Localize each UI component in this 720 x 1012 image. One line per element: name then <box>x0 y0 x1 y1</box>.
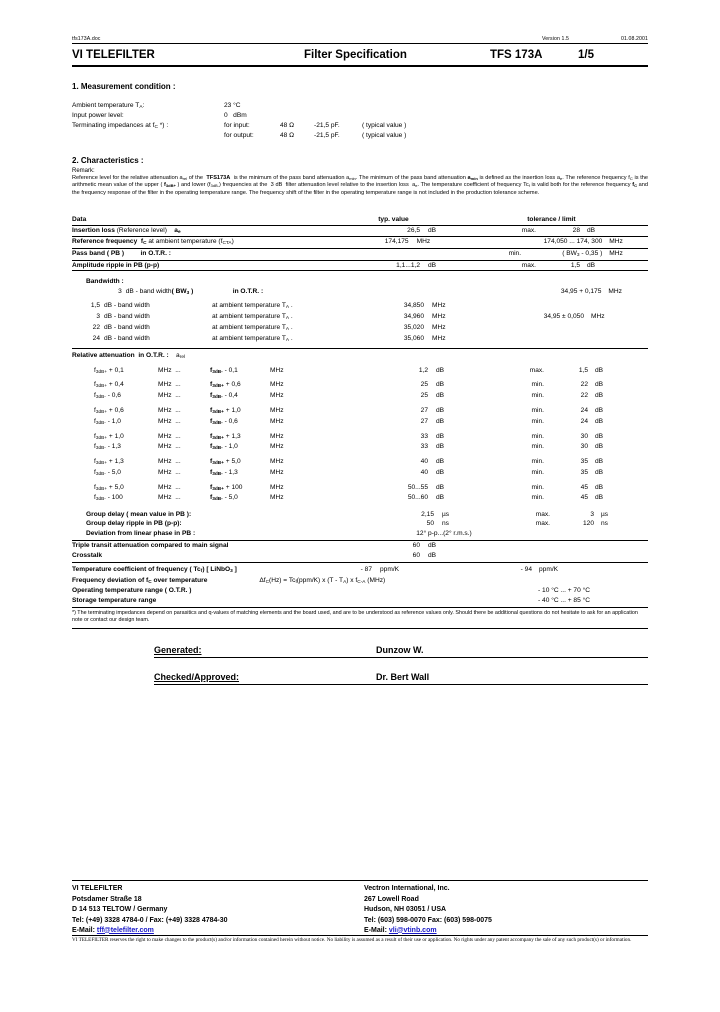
attenuation-u2: MHz <box>270 432 284 440</box>
attenuation-u1: MHz ... <box>158 392 181 400</box>
specification-table <box>72 215 648 629</box>
attenuation-tol-value: 22 <box>580 392 588 400</box>
attenuation-tol-value: 30 <box>580 443 588 451</box>
group-delay-ripple-tol-unit: ns <box>601 520 608 528</box>
document-date: 01.08.2001 <box>621 36 648 42</box>
attenuation-u2: MHz <box>270 483 284 491</box>
bandwidth-main-tol-unit: MHz <box>608 287 622 295</box>
terminating-c-output: -21,5 pF. <box>314 132 340 140</box>
attenuation-tol-value: 45 <box>580 494 588 502</box>
insertion-loss-label: Insertion loss (Reference level) $a_e$ <box>72 226 181 235</box>
bandwidth-row <box>72 323 648 334</box>
terminating-note-input: ( typical value ) <box>362 122 407 130</box>
attenuation-f2: $f_{3dB-} - 0,4$ <box>210 392 238 401</box>
table-header-typ: typ. value <box>378 216 409 224</box>
footer-left-phone: Tel: (+49) 3328 4784-0 / Fax: (+49) 3328 4784-30 <box>72 916 228 924</box>
footer-address-right <box>356 884 648 927</box>
attenuation-tol-value: 35 <box>580 458 588 466</box>
attenuation-f1: $f_{3dB+} + 1,0$ <box>94 432 124 441</box>
remark-text: Reference level for the relative attenuation $a_{rel}$ of the TFS173A is the minimum of the pass band attenuation $a_{min}$. The minimum of the pass band attenuation $a_{min}$ is defined as the insertion loss $a_e$. The reference frequency $f_C$ is the arithmetic mean value of the upper ( $f_{3dB+}$ ) and lower $(f_{3dB-})$ frequencies at the 3 dB filter attenuation level relative to the insertion loss $a_e$. The temperature coefficient of frequency $Tc_f$ is valid both for the reference frequency $f_C$ and the frequency response of the filter in the operating temperature range. The frequency shift of the filter in the operating temperature range is not included in the production tolerance scheme. <box>72 175 649 196</box>
footer-left-email-link[interactable]: tff@telefilter.com <box>96 926 154 934</box>
attenuation-u1: MHz ... <box>158 366 181 374</box>
pass-band-tol-value: ( $BW_3 - 0,35$ ) <box>562 250 603 259</box>
attenuation-u2: MHz <box>270 468 284 476</box>
attenuation-tol-value: 45 <box>580 483 588 491</box>
attenuation-u2: MHz <box>270 417 284 425</box>
part-number: TFS 173A <box>490 49 543 61</box>
attenuation-f2: $f_{3dB-} - 0,6$ <box>210 417 238 426</box>
attenuation-typ: 50...60 <box>407 494 428 502</box>
amplitude-ripple-typ: 1,1...1,2 <box>396 261 420 269</box>
signature-approved-row <box>154 672 648 685</box>
attenuation-f2: $f_{3dB+} + 100$ <box>210 483 243 492</box>
signature-approved-value: Dr. Bert Wall <box>376 671 430 682</box>
attenuation-typ-unit: dB <box>436 406 445 414</box>
attenuation-typ-unit: dB <box>436 468 445 476</box>
triple-transit-typ-unit: dB <box>428 542 437 550</box>
bandwidth-row <box>72 312 648 323</box>
group-delay-tol-word: max. <box>535 511 550 519</box>
operating-range-value: - 10 °C ... + 70 °C <box>538 587 590 595</box>
attenuation-tol-unit: dB <box>595 381 604 389</box>
crosstalk-label: Crosstalk <box>72 551 103 559</box>
attenuation-tol-value: 1,5 <box>578 366 588 374</box>
bandwidth-typ: 35,060 <box>403 334 424 342</box>
reference-frequency-typ-unit: MHz <box>416 238 431 246</box>
amplitude-ripple-tol-value: 1,5 <box>570 261 580 269</box>
terminating-impedance-label: Terminating impedances at $f_C$ *) : <box>72 122 169 131</box>
attenuation-u2: MHz <box>270 366 284 374</box>
bandwidth-tol-value: 34,95 ± 0,050 <box>543 313 584 321</box>
attenuation-row <box>72 380 648 391</box>
attenuation-f1: $f_{3dB-} - 1,3$ <box>94 443 121 452</box>
footer-right-email-link[interactable]: vli@vtinb.com <box>388 926 437 934</box>
attenuation-tol-word: min. <box>531 443 544 451</box>
signature-generated-label: Generated: <box>154 644 202 655</box>
bandwidth-typ: 35,020 <box>403 323 424 331</box>
attenuation-tol-value: 22 <box>580 381 588 389</box>
bandwidth-level: 3 <box>96 313 100 321</box>
attenuation-typ: 1,2 <box>418 366 428 374</box>
bandwidth-typ-unit: MHz <box>432 323 446 331</box>
temp-coefficient-tol-unit: ppm/K <box>539 565 559 573</box>
amplitude-ripple-label: Amplitude ripple in PB (p-p) <box>72 261 160 269</box>
terminating-impedance-spacer <box>72 131 224 141</box>
relative-attenuation-heading: Relative attenuation in O.T.R. : $a_{rel}$ <box>72 351 186 360</box>
terminating-impedance-output-row <box>72 131 648 141</box>
attenuation-u1: MHz ... <box>158 381 181 389</box>
attenuation-tol-unit: dB <box>595 483 604 491</box>
linear-phase-label: Deviation from linear phase in PB : <box>86 529 196 537</box>
bandwidth-level: 22 <box>92 323 100 331</box>
attenuation-f1: $f_{3dB-} - 5,0$ <box>94 468 121 477</box>
document-filename: tfs173A.doc <box>72 36 101 42</box>
operating-range-row <box>72 586 648 595</box>
attenuation-row <box>72 457 648 468</box>
bandwidth-level: 1,5 <box>90 302 100 310</box>
reference-frequency-typ: 174,175 <box>384 238 409 246</box>
footer-disclaimer: VI TELEFILTER reserves the right to make changes to the product(s) and/or information contained herein without notice. No liability is assumed as a result of their use or application. No rights under any patent accompany the sale of any such product(s) or information. <box>72 937 632 943</box>
attenuation-typ-unit: dB <box>436 417 445 425</box>
attenuation-tol-unit: dB <box>595 458 604 466</box>
crosstalk-typ: 60 <box>412 551 420 559</box>
input-power-value: 0 dBm <box>224 112 247 120</box>
insertion-loss-typ-unit: dB <box>428 226 437 234</box>
bandwidth-main-level: 3 <box>118 287 122 295</box>
attenuation-typ-unit: dB <box>436 381 445 389</box>
attenuation-tol-unit: dB <box>595 443 604 451</box>
attenuation-tol-unit: dB <box>595 417 604 425</box>
attenuation-u1: MHz ... <box>158 443 181 451</box>
attenuation-tol-unit: dB <box>595 468 604 476</box>
bandwidth-typ: 34,850 <box>403 302 424 310</box>
group-delay-ripple-tol-value: 120 <box>582 520 594 528</box>
amplitude-ripple-tol-unit: dB <box>587 261 596 269</box>
attenuation-u1: MHz ... <box>158 468 181 476</box>
operating-range-label: Operating temperature range ( O.T.R. ) <box>72 587 192 595</box>
spec-sheet <box>72 36 648 699</box>
signature-approved-label: Checked/Approved: <box>154 671 240 682</box>
attenuation-typ: 27 <box>420 417 428 425</box>
reference-frequency-tol-unit: MHz <box>609 238 623 246</box>
bandwidth-typ-unit: MHz <box>432 334 446 342</box>
attenuation-typ: 40 <box>420 468 428 476</box>
pass-band-tol-unit: MHz <box>609 250 623 258</box>
company-brand: VI TELEFILTER <box>72 49 155 61</box>
attenuation-f2: $f_{3dB+} + 1,3$ <box>210 432 241 441</box>
table-header-data: Data <box>72 216 87 224</box>
attenuation-tol-value: 30 <box>580 432 588 440</box>
attenuation-u1: MHz ... <box>158 494 181 502</box>
bandwidth-tol-unit: MHz <box>591 313 605 321</box>
attenuation-f1: $f_{3dB+} + 0,1$ <box>94 366 124 375</box>
attenuation-row <box>72 432 648 443</box>
group-delay-row <box>72 510 648 519</box>
attenuation-typ: 25 <box>420 392 428 400</box>
amplitude-ripple-tol-word: max. <box>521 261 536 269</box>
footer-right-phone: Tel: (603) 598-0070 Fax: (603) 598-0075 <box>364 916 492 924</box>
attenuation-tol-unit: dB <box>595 392 604 400</box>
footer-emails <box>72 927 648 936</box>
table-row-amplitude-ripple <box>72 261 648 271</box>
footer-right-name: Vectron International, Inc. <box>364 885 450 892</box>
terminating-impedance-input-row <box>72 121 648 131</box>
terminating-port-output: for output: <box>224 132 254 140</box>
attenuation-row <box>72 391 648 402</box>
attenuation-u1: MHz ... <box>158 483 181 491</box>
attenuation-typ-unit: dB <box>436 392 445 400</box>
terminating-r-output: 48 Ω <box>280 132 295 140</box>
attenuation-f1: $f_{3dB+} + 1,3$ <box>94 458 124 467</box>
attenuation-tol-unit: dB <box>595 366 604 374</box>
footer-address-left <box>72 884 356 927</box>
attenuation-u1: MHz ... <box>158 432 181 440</box>
attenuation-row <box>72 366 648 377</box>
attenuation-tol-word: min. <box>531 468 544 476</box>
attenuation-typ-unit: dB <box>436 483 445 491</box>
group-delay-ripple-typ: 50 <box>426 520 434 528</box>
bandwidth-condition: at ambient temperature $T_A$ . <box>212 323 293 332</box>
attenuation-tol-word: min. <box>531 417 544 425</box>
footer-right-street: 267 Lowell Road <box>364 895 419 903</box>
bandwidth-condition: at ambient temperature $T_A$ . <box>212 334 293 343</box>
frequency-deviation-formula: $\Delta f_C(Hz) = Tc_f(ppm/K)$ x $(T - T_A)$ x $f_{C-A}$ (MHz) <box>252 576 386 585</box>
attenuation-row <box>72 483 648 494</box>
attenuation-row <box>72 406 648 417</box>
temp-coefficient-typ-unit: ppm/K <box>380 565 400 573</box>
bandwidth-main-row <box>72 287 648 298</box>
group-delay-label: Group delay ( mean value in PB ): <box>86 511 192 519</box>
footer-left-name: VI TELEFILTER <box>72 885 123 892</box>
bandwidth-text: dB - band width <box>104 323 150 331</box>
linear-phase-row <box>72 529 648 541</box>
footer-left-email-wrap <box>72 927 356 934</box>
attenuation-tol-word: min. <box>531 381 544 389</box>
attenuation-f2: $f_{3dB-} - 0,1$ <box>210 366 238 375</box>
attenuation-f1: $f_{3dB-} - 100$ <box>94 494 123 503</box>
section-1-heading: 1. Measurement condition : <box>72 82 176 91</box>
bandwidth-main-cond: in O.T.R. : <box>232 287 264 295</box>
attenuation-typ: 33 <box>420 432 428 440</box>
table-row-reference-frequency <box>72 237 648 249</box>
attenuation-f2: $f_{3dB+} + 5,0$ <box>210 458 241 467</box>
input-power-label: Input power level: <box>72 112 124 120</box>
section-2-heading: 2. Characteristics : <box>72 156 144 166</box>
measurement-condition-block <box>72 101 648 141</box>
terminating-port-input: for input: <box>224 122 250 130</box>
attenuation-f1: $f_{3dB-} - 1,0$ <box>94 417 121 426</box>
footer-left-email-label: E-Mail: <box>72 926 95 934</box>
temp-coefficient-tol-value: - 94 <box>520 565 532 573</box>
attenuation-tol-unit: dB <box>595 406 604 414</box>
group-delay-ripple-label: Group delay ripple in PB (p-p): <box>86 520 182 528</box>
signature-generated-row <box>154 645 648 658</box>
attenuation-f2: $f_{3dB-} - 1,0$ <box>210 443 238 452</box>
frequency-deviation-row <box>72 576 648 587</box>
group-delay-ripple-typ-unit: ns <box>442 520 449 528</box>
temp-coefficient-typ: - 87 <box>360 565 372 573</box>
crosstalk-row <box>72 551 648 563</box>
insertion-loss-tol-value: 28 <box>572 226 580 234</box>
bandwidth-text: dB - band width <box>104 302 150 310</box>
ambient-temperature-row <box>72 101 648 111</box>
group-delay-ripple-row <box>72 519 648 528</box>
attenuation-row <box>72 417 648 428</box>
terminating-note-output: ( typical value ) <box>362 132 407 140</box>
attenuation-typ: 50...55 <box>407 483 428 491</box>
footer-addresses <box>72 884 648 927</box>
attenuation-typ-unit: dB <box>436 432 445 440</box>
bandwidth-level: 24 <box>92 334 100 342</box>
attenuation-typ-unit: dB <box>436 366 445 374</box>
attenuation-f1: $f_{3dB+} + 0,4$ <box>94 381 124 390</box>
table-row-pass-band <box>72 249 648 261</box>
attenuation-u2: MHz <box>270 494 284 502</box>
attenuation-u2: MHz <box>270 406 284 414</box>
temp-coefficient-row <box>72 563 648 576</box>
crosstalk-typ-unit: dB <box>428 551 437 559</box>
attenuation-u2: MHz <box>270 392 284 400</box>
attenuation-typ: 33 <box>420 443 428 451</box>
bandwidth-heading: Bandwidth : <box>86 278 124 286</box>
insertion-loss-tol-word: max. <box>521 226 536 234</box>
attenuation-tol-word: min. <box>531 406 544 414</box>
table-header-tolerance: tolerance / limit <box>527 216 576 224</box>
ambient-temperature-label: Ambient temperature $T_A$: <box>72 102 145 111</box>
document-meta-line <box>72 36 648 44</box>
attenuation-typ: 27 <box>420 406 428 414</box>
frequency-deviation-label: Frequency deviation of $f_C$ over temperature <box>72 576 208 585</box>
bandwidth-text: dB - band width <box>104 334 150 342</box>
pass-band-label: Pass band ( PB ) in O.T.R. : <box>72 250 171 258</box>
bandwidth-typ-unit: MHz <box>432 313 446 321</box>
attenuation-typ-unit: dB <box>436 443 445 451</box>
group-delay-typ: 2,15 <box>421 511 434 519</box>
storage-range-row <box>72 596 648 605</box>
attenuation-tol-value: 24 <box>580 417 588 425</box>
relative-attenuation-heading-row <box>72 348 648 361</box>
bandwidth-row <box>72 334 648 345</box>
attenuation-tol-word: min. <box>531 392 544 400</box>
attenuation-u1: MHz ... <box>158 406 181 414</box>
footer-left-street: Potsdamer Straße 18 <box>72 895 142 903</box>
attenuation-f1: $f_{3dB+} + 0,6$ <box>94 406 124 416</box>
page-footer <box>72 880 648 944</box>
bandwidth-condition: at ambient temperature $T_A$ . <box>212 313 293 322</box>
triple-transit-row <box>72 541 648 550</box>
group-delay-ripple-tol-word: max. <box>535 520 550 528</box>
attenuation-tol-word: min. <box>531 458 544 466</box>
attenuation-u2: MHz <box>270 443 284 451</box>
remark-label: Remark: <box>72 168 95 175</box>
amplitude-ripple-typ-unit: dB <box>428 261 437 269</box>
spec-title: Filter Specification <box>304 49 407 61</box>
attenuation-typ: 40 <box>420 458 428 466</box>
attenuation-tol-value: 35 <box>580 468 588 476</box>
ambient-temperature-value: 23 °C <box>224 102 241 109</box>
bandwidth-main-text: dB - band width( $BW_3$ ) <box>125 287 194 296</box>
attenuation-row <box>72 468 648 479</box>
group-delay-tol-value: 3 <box>590 511 594 519</box>
bandwidth-text: dB - band width <box>104 313 150 321</box>
signature-generated-value: Dunzow W. <box>376 644 424 655</box>
attenuation-f2: $f_{3dB+} + 1,0$ <box>210 406 241 416</box>
bandwidth-heading-row <box>72 277 648 286</box>
attenuation-tol-word: min. <box>531 494 544 502</box>
terminating-r-input: 48 Ω <box>280 122 295 130</box>
attenuation-tol-unit: dB <box>595 494 604 502</box>
attenuation-f2: $f_{3dB+} + 0,6$ <box>210 381 241 390</box>
bandwidth-typ-unit: MHz <box>432 302 446 310</box>
bandwidth-typ: 34,960 <box>403 313 424 321</box>
insertion-loss-tol-unit: dB <box>587 226 596 234</box>
document-version: Version 1.5 <box>541 36 570 42</box>
triple-transit-typ: 60 <box>412 542 420 550</box>
bandwidth-row <box>72 301 648 312</box>
attenuation-tol-word: min. <box>531 432 544 440</box>
group-delay-typ-unit: µs <box>442 511 450 519</box>
group-delay-tol-unit: µs <box>601 511 609 519</box>
footer-right-email-wrap <box>356 927 648 934</box>
attenuation-row <box>72 442 648 453</box>
attenuation-u2: MHz <box>270 458 284 466</box>
insertion-loss-typ: 26,5 <box>407 226 420 234</box>
page-number: 1/5 <box>578 49 594 61</box>
attenuation-f1: $f_{3dB+} + 5,0$ <box>94 483 124 492</box>
table-row-insertion-loss <box>72 226 648 238</box>
attenuation-f2: $f_{3dB-} - 5,0$ <box>210 494 238 503</box>
attenuation-tol-unit: dB <box>595 432 604 440</box>
footer-right-city: Hudson, NH 03051 / USA <box>364 906 447 914</box>
attenuation-u2: MHz <box>270 381 284 389</box>
attenuation-typ-unit: dB <box>436 458 445 466</box>
footer-right-email-label: E-Mail: <box>364 926 387 934</box>
attenuation-typ-unit: dB <box>436 494 445 502</box>
attenuation-u1: MHz ... <box>158 458 181 466</box>
attenuation-f1: $f_{3dB-} - 0,6$ <box>94 392 121 401</box>
page-title <box>72 44 648 67</box>
footnote-text: *) The terminating impedances depend on parasitics and q-values of matching elements and the board used, and are to be understood as reference values only. Should there be additional questions do not hesitate to ask for an application note or contact our design team. <box>72 607 648 629</box>
attenuation-row <box>72 493 648 504</box>
linear-phase-value: 12° p-p...(2° r.m.s.) <box>416 529 472 537</box>
reference-frequency-tol-value: 174,050 ... 174, 300 <box>543 238 603 246</box>
input-power-row <box>72 111 648 121</box>
storage-range-label: Storage temperature range <box>72 596 157 604</box>
attenuation-f2: $f_{3dB-} - 1,3$ <box>210 468 238 477</box>
table-header-row <box>72 215 648 225</box>
attenuation-tol-word: min. <box>531 483 544 491</box>
bandwidth-condition: at ambient temperature $T_A$ . <box>212 302 293 311</box>
terminating-c-input: -21,5 pF. <box>314 122 340 130</box>
reference-frequency-label: Reference frequency $f_C$ at ambient temperature $(f_{CTA})$ <box>72 238 234 247</box>
signature-block <box>72 645 648 685</box>
bandwidth-main-tol-value: 34,95 + 0,175 <box>560 287 602 295</box>
footer-left-city: D 14 513 TELTOW / Germany <box>72 906 168 914</box>
attenuation-u1: MHz ... <box>158 417 181 425</box>
attenuation-tol-word: max. <box>529 366 544 374</box>
attenuation-typ: 25 <box>420 381 428 389</box>
triple-transit-label: Triple transit attenuation compared to main signal <box>72 542 229 550</box>
pass-band-tol-word: min. <box>508 250 522 258</box>
storage-range-value: - 40 °C ... + 85 °C <box>538 596 590 604</box>
temp-coefficient-label: Temperature coefficient of frequency ( $Tc_f$) [ LiNbO$_3$ ] <box>72 565 237 574</box>
attenuation-tol-value: 24 <box>580 406 588 414</box>
document-version-date <box>542 36 648 42</box>
